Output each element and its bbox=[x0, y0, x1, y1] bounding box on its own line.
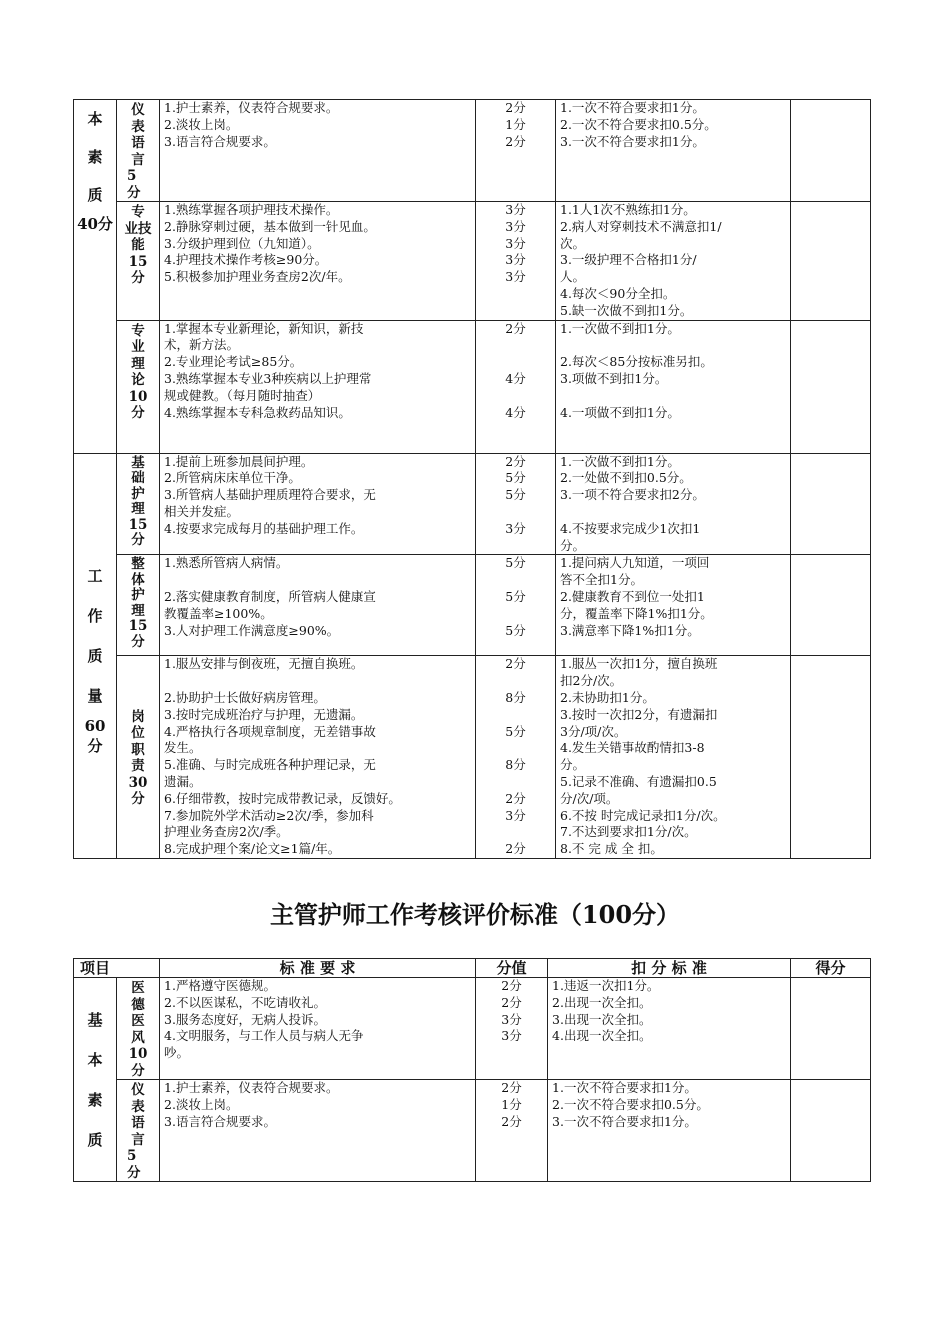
standard-line: 1.护士素养，仪表符合规要求。 bbox=[164, 100, 339, 115]
score-value: 2分 bbox=[501, 1080, 522, 1095]
score-value: 5分 bbox=[505, 588, 526, 604]
sub-char: 分 bbox=[131, 791, 145, 808]
deduction-line: 4.发生关错事故酌情扣3-8 bbox=[560, 740, 705, 756]
project-char: 分 bbox=[87, 736, 103, 755]
sub-char: 仪 bbox=[131, 102, 145, 118]
sub-char: 德 bbox=[131, 996, 145, 1013]
score-value bbox=[480, 337, 551, 354]
result-cell[interactable] bbox=[791, 978, 871, 1080]
subcategory-cell bbox=[117, 555, 160, 656]
standard-line: 8.完成护理个案/论文≥1篇/年。 bbox=[164, 841, 341, 857]
standard-line: 1.提前上班参加晨间护理。 bbox=[164, 453, 314, 469]
deduction-line bbox=[560, 388, 786, 405]
standard-line: 2.静脉穿刺过硬，基本做到一针见血。 bbox=[164, 218, 376, 234]
standard-line: 吵。 bbox=[164, 1045, 190, 1061]
standard-cell bbox=[160, 656, 476, 859]
evaluation-table bbox=[73, 958, 871, 1182]
score-value bbox=[480, 774, 551, 791]
sub-char: 分 bbox=[131, 1062, 145, 1079]
standard-line: 遗漏。 bbox=[164, 773, 202, 789]
subcategory-cell bbox=[117, 453, 160, 555]
deduction-line: 3.出现一次全扣。 bbox=[552, 1011, 652, 1027]
score-value: 2分 bbox=[505, 133, 526, 149]
standard-line: 5.准确、与时完成班各种护理记录，无 bbox=[164, 757, 376, 773]
standard-line: 1.护士素养，仪表符合规要求。 bbox=[164, 1080, 339, 1095]
score-value: 3分 bbox=[505, 520, 526, 536]
standard-line: 3.人对护理工作满意度≥90%。 bbox=[164, 622, 340, 638]
standard-line: 1.熟练掌握各项护理技术操作。 bbox=[164, 202, 339, 217]
standard-cell bbox=[160, 555, 476, 656]
standard-line: 2.专业理论考试≥85分。 bbox=[164, 354, 303, 370]
sub-char: 分 bbox=[131, 633, 145, 650]
deduction-line: 4.一项做不到扣1分。 bbox=[560, 404, 680, 420]
score-value: 5分 bbox=[505, 723, 526, 739]
deduction-cell bbox=[556, 555, 791, 656]
table-row bbox=[74, 978, 871, 1080]
table-header-row bbox=[74, 959, 871, 978]
standard-line: 教覆盖率≥100%。 bbox=[164, 605, 273, 621]
deduction-cell bbox=[556, 453, 791, 555]
score-value: 5分 bbox=[505, 487, 526, 503]
standard-line: 2.协助护士长做好病房管理。 bbox=[164, 689, 326, 705]
subcategory-cell bbox=[117, 978, 160, 1080]
score-value: 2分 bbox=[505, 656, 526, 672]
sub-char: 医 bbox=[131, 1013, 145, 1029]
sub-char: 护 bbox=[131, 485, 145, 502]
sub-char: 专 bbox=[131, 322, 145, 339]
standard-line: 1.服丛安排与倒夜班，无擅自换班。 bbox=[164, 656, 364, 672]
score-value bbox=[480, 606, 551, 623]
score-value: 1分 bbox=[501, 1096, 522, 1112]
score-value: 3分 bbox=[505, 252, 526, 268]
sub-char: 位 bbox=[131, 725, 145, 742]
score-value: 2分 bbox=[505, 100, 526, 115]
deduction-line: 3分/项/次。 bbox=[560, 723, 627, 739]
header-project: 项目 bbox=[74, 959, 160, 978]
header-result: 得分 bbox=[791, 959, 871, 978]
result-cell[interactable] bbox=[791, 1080, 871, 1182]
deduction-cell bbox=[556, 656, 791, 859]
deduction-line: 7.不达到要求扣1分/次。 bbox=[560, 824, 697, 840]
deduction-line: 2.一次不符合要求扣0.5分。 bbox=[552, 1096, 709, 1112]
deduction-line: 3.项做不到扣1分。 bbox=[560, 370, 668, 386]
standard-line: 1.严格遵守医德规。 bbox=[164, 978, 276, 993]
deduction-line: 2.未协助扣1分。 bbox=[560, 689, 655, 705]
score-value bbox=[480, 354, 551, 371]
project-char: 素 bbox=[87, 1090, 103, 1109]
score-value: 3分 bbox=[501, 1028, 522, 1044]
subcategory-cell bbox=[117, 202, 160, 321]
deduction-line: 人。 bbox=[560, 269, 586, 285]
deduction-line: 1.一次做不到扣1分。 bbox=[560, 453, 680, 469]
standard-line: 发生。 bbox=[164, 740, 202, 756]
score-value: 2分 bbox=[505, 841, 526, 857]
deduction-line bbox=[560, 337, 786, 354]
score-value: 5分 bbox=[505, 555, 526, 571]
table-row bbox=[74, 320, 871, 453]
standard-line: 2.所管病床床单位干净。 bbox=[164, 470, 301, 486]
result-cell[interactable] bbox=[791, 555, 871, 656]
sub-char: 责 bbox=[131, 758, 145, 775]
sub-char: 语 bbox=[131, 135, 145, 151]
score-cell bbox=[476, 555, 556, 656]
table-row bbox=[74, 202, 871, 321]
deduction-line: 1.提问病人九知道，一项回 bbox=[560, 555, 710, 571]
subcategory-cell bbox=[117, 100, 160, 202]
score-cell bbox=[476, 100, 556, 202]
sub-char: 医 bbox=[131, 980, 145, 996]
standard-line: 护理业务查房2次/季。 bbox=[164, 824, 289, 840]
project-cell bbox=[74, 100, 117, 454]
header-score: 分值 bbox=[476, 959, 548, 978]
score-value bbox=[480, 673, 551, 690]
standard-line: 3.语言符合规要求。 bbox=[164, 1113, 276, 1129]
project-char: 作 bbox=[87, 606, 103, 625]
standard-line: 术，新方法。 bbox=[164, 337, 240, 353]
deduction-line: 1.一次做不到扣1分。 bbox=[560, 320, 680, 336]
deduction-line: 1.一次不符合要求扣1分。 bbox=[560, 100, 705, 115]
score-value: 2分 bbox=[501, 994, 522, 1010]
score-cell bbox=[476, 656, 556, 859]
score-value: 1分 bbox=[505, 116, 526, 132]
standard-line: 4.熟练掌握本专科急救药品知识。 bbox=[164, 404, 351, 420]
deduction-line: 2.一处做不到扣0.5分。 bbox=[560, 470, 692, 486]
standard-line: 2.落实健康教育制度，所管病人健康宣 bbox=[164, 588, 376, 604]
deduction-line: 1.1人1次不熟练扣1分。 bbox=[560, 202, 696, 217]
project-char: 质 bbox=[87, 646, 103, 665]
score-value: 3分 bbox=[505, 269, 526, 285]
standard-line: 3.语言符合规要求。 bbox=[164, 133, 276, 149]
deduction-line: 1.服丛一次扣1分，擅自换班 bbox=[560, 656, 718, 672]
deduction-line: 次。 bbox=[560, 235, 586, 251]
project-char: 质 bbox=[87, 1130, 103, 1149]
standard-cell bbox=[160, 320, 476, 453]
sub-char: 5 bbox=[127, 1148, 137, 1164]
project-char: 工 bbox=[87, 566, 103, 585]
deduction-line: 2.一次不符合要求扣0.5分。 bbox=[560, 116, 717, 132]
sub-char: 业技 bbox=[124, 220, 152, 237]
project-char: 本 bbox=[87, 1050, 103, 1069]
score-value: 2分 bbox=[501, 1113, 522, 1129]
deduction-line: 3.按时一次扣2分，有遗漏扣 bbox=[560, 706, 718, 722]
score-value: 8分 bbox=[505, 689, 526, 705]
table-row bbox=[74, 656, 871, 859]
score-cell bbox=[476, 202, 556, 321]
header-standard: 标 准 要 求 bbox=[160, 959, 476, 978]
evaluation-table-continued bbox=[73, 99, 871, 859]
score-value bbox=[480, 740, 551, 757]
deduction-line: 8.不 完 成 全 扣。 bbox=[560, 841, 663, 857]
standard-line: 4.文明服务，与工作人员与病人无争 bbox=[164, 1028, 364, 1044]
table-row bbox=[74, 555, 871, 656]
sub-char: 能 bbox=[131, 237, 145, 253]
standard-line: 1.熟悉所管病人病情。 bbox=[164, 555, 289, 571]
sub-char: 表 bbox=[131, 118, 145, 135]
deduction-line: 2.健康教育不到位一处扣1 bbox=[560, 588, 705, 604]
subcategory-cell bbox=[117, 656, 160, 859]
sub-char: 言 bbox=[131, 151, 145, 168]
deduction-line: 答不全扣1分。 bbox=[560, 572, 643, 588]
standard-line: 3.分级护理到位（九知道）。 bbox=[164, 235, 320, 251]
result-cell[interactable] bbox=[791, 656, 871, 859]
deduction-line: 分，覆盖率下降1%扣1分。 bbox=[560, 605, 713, 621]
project-char: 量 bbox=[87, 686, 103, 705]
table-row bbox=[74, 100, 871, 202]
standard-line: 6.仔细带教，按时完成带教记录，反馈好。 bbox=[164, 790, 401, 806]
sub-char: 基 bbox=[131, 454, 145, 471]
score-value: 5分 bbox=[505, 622, 526, 638]
score-value: 2分 bbox=[505, 790, 526, 806]
sub-char: 10 bbox=[128, 1046, 148, 1062]
sub-char: 论 bbox=[131, 372, 145, 389]
standard-line: 2.淡妆上岗。 bbox=[164, 1096, 239, 1112]
score-value: 3分 bbox=[501, 1011, 522, 1027]
deduction-line: 3.满意率下降1%扣1分。 bbox=[560, 622, 700, 638]
deduction-line: 扣2分/次。 bbox=[560, 673, 623, 689]
sub-char: 专 bbox=[131, 204, 145, 220]
score-value: 3分 bbox=[505, 235, 526, 251]
sub-char: 体 bbox=[131, 571, 145, 588]
deduction-cell bbox=[556, 202, 791, 321]
deduction-line: 3.一项不符合要求扣2分。 bbox=[560, 487, 705, 503]
project-char: 基 bbox=[87, 1010, 103, 1029]
project-char: 60 bbox=[84, 716, 106, 735]
standard-line: 7.参加院外学术活动≥2次/季，参加科 bbox=[164, 807, 374, 823]
score-value bbox=[480, 504, 551, 521]
standard-cell bbox=[160, 100, 476, 202]
result-cell[interactable] bbox=[791, 320, 871, 453]
deduction-line bbox=[560, 504, 786, 521]
table-row bbox=[74, 1080, 871, 1182]
standard-line: 2.淡妆上岗。 bbox=[164, 116, 239, 132]
deduction-line: 3.一次不符合要求扣1分。 bbox=[560, 133, 705, 149]
score-cell bbox=[476, 320, 556, 453]
sub-char: 分 bbox=[131, 270, 145, 286]
sub-char: 语 bbox=[131, 1115, 145, 1131]
score-value: 8分 bbox=[505, 757, 526, 773]
sub-char: 10 bbox=[128, 388, 148, 405]
score-value: 5分 bbox=[505, 470, 526, 486]
standard-line: 1.掌握本专业新理论，新知识，新技 bbox=[164, 320, 364, 336]
result-cell[interactable] bbox=[791, 453, 871, 555]
sub-char: 职 bbox=[131, 741, 145, 758]
score-value: 2分 bbox=[505, 453, 526, 469]
subcategory-cell bbox=[117, 1080, 160, 1182]
result-cell[interactable] bbox=[791, 202, 871, 321]
sub-char: 整 bbox=[131, 556, 145, 573]
deduction-cell bbox=[548, 978, 791, 1080]
standard-cell bbox=[160, 978, 476, 1080]
standard-line: 4.按要求完成每月的基础护理工作。 bbox=[164, 520, 364, 536]
deduction-line: 2.每次＜85分按标准另扣。 bbox=[560, 354, 713, 370]
project-char: 素 bbox=[87, 148, 103, 166]
header-deduction: 扣 分 标 准 bbox=[548, 959, 791, 978]
sub-char: 15 bbox=[128, 516, 148, 533]
project-char: 本 bbox=[87, 110, 103, 128]
standard-line: 规或健教。（每月随时抽查） bbox=[164, 387, 321, 403]
deduction-line: 4.出现一次全扣。 bbox=[552, 1028, 652, 1044]
sub-char: 岗 bbox=[131, 708, 145, 725]
score-value: 3分 bbox=[505, 202, 526, 217]
deduction-line: 1.违返一次扣1分。 bbox=[552, 978, 660, 993]
standard-line: 4.护理技术操作考核≥90分。 bbox=[164, 252, 328, 268]
sub-char: 15 bbox=[128, 253, 148, 270]
score-value: 3分 bbox=[505, 807, 526, 823]
score-value: 4分 bbox=[505, 370, 526, 386]
standard-line: 4.严格执行各项规章制度，无差错事故 bbox=[164, 723, 376, 739]
sub-char: 业 bbox=[131, 339, 145, 356]
score-value bbox=[480, 707, 551, 724]
score-value: 4分 bbox=[505, 404, 526, 420]
standard-cell bbox=[160, 202, 476, 321]
sub-char: 理 bbox=[131, 355, 145, 372]
sub-char: 理 bbox=[131, 602, 145, 619]
table-row bbox=[74, 453, 871, 555]
project-cell bbox=[74, 978, 117, 1182]
score-cell bbox=[476, 1080, 548, 1182]
standard-line: 相关并发症。 bbox=[164, 503, 240, 519]
standard-line bbox=[164, 673, 471, 690]
project-char: 质 bbox=[87, 186, 103, 204]
deduction-line: 3.一次不符合要求扣1分。 bbox=[552, 1113, 697, 1129]
result-cell[interactable] bbox=[791, 100, 871, 202]
deduction-line: 4.每次＜90分全扣。 bbox=[560, 285, 676, 301]
deduction-line: 4.不按要求完成少1次扣1 bbox=[560, 520, 701, 536]
sub-char: 30 bbox=[128, 774, 148, 791]
standard-line: 3.所管病人基础护理质理符合要求，无 bbox=[164, 487, 376, 503]
deduction-line: 6.不按 时完成记录扣1分/次。 bbox=[560, 807, 726, 823]
project-cell bbox=[74, 453, 117, 858]
score-value bbox=[480, 388, 551, 405]
standard-cell bbox=[160, 453, 476, 555]
deduction-line: 分/次/项。 bbox=[560, 790, 619, 806]
sub-char: 5 bbox=[127, 168, 137, 184]
sub-char: 分 bbox=[127, 1164, 141, 1181]
score-value: 2分 bbox=[505, 320, 526, 336]
deduction-line: 5.记录不准确、有遗漏扣0.5 bbox=[560, 773, 717, 789]
score-cell bbox=[476, 978, 548, 1080]
deduction-cell bbox=[548, 1080, 791, 1182]
score-value: 3分 bbox=[505, 218, 526, 234]
project-char: 40分 bbox=[77, 215, 113, 233]
standard-line bbox=[164, 572, 471, 589]
sub-char: 护 bbox=[131, 587, 145, 604]
standard-line: 3.服务态度好，无病人投诉。 bbox=[164, 1011, 326, 1027]
page-title: 主管护师工作考核评价标准（100分） bbox=[269, 900, 681, 929]
score-value bbox=[480, 572, 551, 589]
deduction-line: 分。 bbox=[560, 537, 586, 553]
deduction-cell bbox=[556, 320, 791, 453]
standard-line: 3.按时完成班治疗与护理，无遗漏。 bbox=[164, 706, 364, 722]
deduction-line: 1.一次不符合要求扣1分。 bbox=[552, 1080, 697, 1095]
sub-char: 分 bbox=[131, 405, 145, 422]
standard-line: 3.熟练掌握本专业3种疾病以上护理常 bbox=[164, 370, 372, 386]
sub-char: 础 bbox=[131, 470, 145, 487]
score-value bbox=[480, 824, 551, 841]
sub-char: 分 bbox=[131, 532, 145, 549]
score-cell bbox=[476, 453, 556, 555]
sub-char: 风 bbox=[131, 1029, 145, 1046]
sub-char: 理 bbox=[131, 501, 145, 518]
deduction-line: 5.缺一次做不到扣1分。 bbox=[560, 302, 693, 318]
score-value: 2分 bbox=[501, 978, 522, 993]
deduction-line: 3.一级护理不合格扣1分/ bbox=[560, 252, 697, 268]
subcategory-cell bbox=[117, 320, 160, 453]
standard-line: 2.不以医谋私，不吃请收礼。 bbox=[164, 994, 326, 1010]
sub-char: 仪 bbox=[131, 1082, 145, 1098]
standard-line: 5.积极参加护理业务查房2次/年。 bbox=[164, 269, 351, 285]
sub-char: 表 bbox=[131, 1098, 145, 1115]
deduction-line: 分。 bbox=[560, 757, 586, 773]
sub-char: 言 bbox=[131, 1131, 145, 1148]
deduction-line: 2.出现一次全扣。 bbox=[552, 994, 652, 1010]
sub-char: 分 bbox=[127, 184, 141, 201]
standard-cell bbox=[160, 1080, 476, 1182]
deduction-line: 2.病人对穿刺技术不满意扣1/ bbox=[560, 218, 722, 234]
sub-char: 15 bbox=[128, 618, 148, 635]
deduction-cell bbox=[556, 100, 791, 202]
